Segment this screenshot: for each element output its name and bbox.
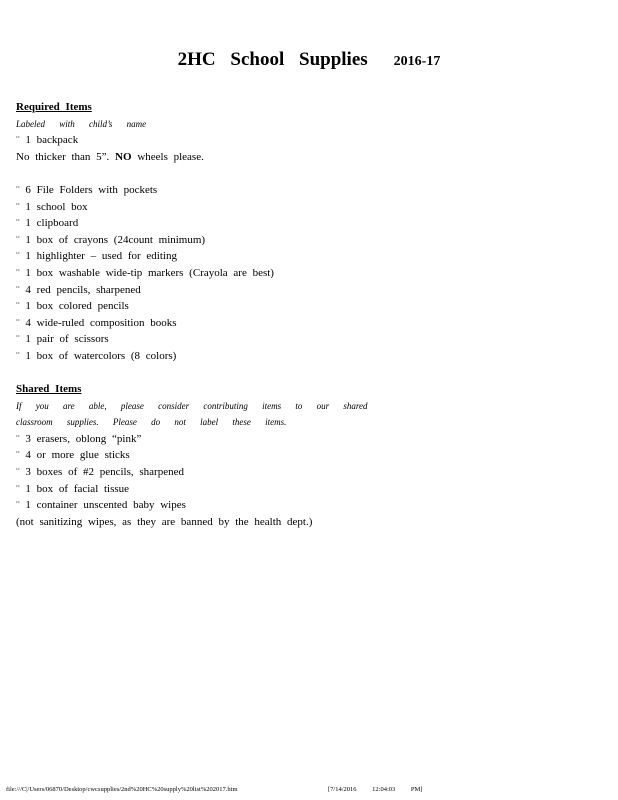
backpack-note <box>16 149 606 166</box>
list-item: ¨ 1 school box <box>16 200 88 213</box>
list-item: ¨ 1 clipboard <box>16 217 79 230</box>
list-item: ¨ 1 box of crayons (24count minimum) <box>16 233 206 246</box>
list-item: ¨ 4 or more glue sticks <box>16 449 130 462</box>
shared-note-1: If you are able, please consider contributing items to our shared <box>16 400 368 411</box>
list-item: ¨ 1 box colored pencils <box>16 300 129 313</box>
list-item: ¨ 1 backpack <box>16 134 79 147</box>
list-item: ¨ 4 red pencils, sharpened <box>16 283 141 296</box>
list-item: ¨ 1 box of facial tissue <box>16 482 130 495</box>
required-note: Labeled with child’s name <box>16 118 147 129</box>
supply-list <box>16 99 606 530</box>
list-item: ¨ 1 box of watercolors (8 colors) <box>16 349 177 362</box>
footer-file-path: file:///C|/Users/06870/Desktop/cwcsupplies/2nd%20HC%20supply%20list%202017.htm <box>6 786 238 793</box>
wipes-note: (not sanitizing wipes, as they are banned by the health dept.) <box>16 515 313 528</box>
list-item: ¨ 1 box washable wide-tip markers (Crayola are best) <box>16 266 274 279</box>
shared-note-2: classroom supplies. Please do not label these items. <box>16 417 287 428</box>
title-year: 2016-17 <box>393 54 441 69</box>
list-item: ¨ 6 File Folders with pockets <box>16 183 158 196</box>
shared-heading: Shared Items <box>16 383 82 396</box>
list-item: ¨ 3 erasers, oblong “pink” <box>16 432 142 445</box>
list-item: ¨ 4 wide-ruled composition books <box>16 316 177 329</box>
list-item: ¨ 1 container unscented baby wipes <box>16 499 186 512</box>
list-item: ¨ 1 highlighter – used for editing <box>16 250 177 263</box>
required-heading: Required Items <box>16 101 92 113</box>
backpack-note-no: NO <box>115 150 132 163</box>
backpack-note-pre: No thicker than 5”. <box>16 150 116 163</box>
footer-timestamp: [7/14/2016 12:04:03 PM] <box>328 786 423 793</box>
backpack-note-post: wheels please. <box>131 150 204 163</box>
page-title <box>0 49 618 71</box>
list-item: ¨ 1 pair of scissors <box>16 333 109 346</box>
title-text: 2HC School Supplies <box>177 49 368 70</box>
list-item: ¨ 3 boxes of #2 pencils, sharpened <box>16 466 184 479</box>
